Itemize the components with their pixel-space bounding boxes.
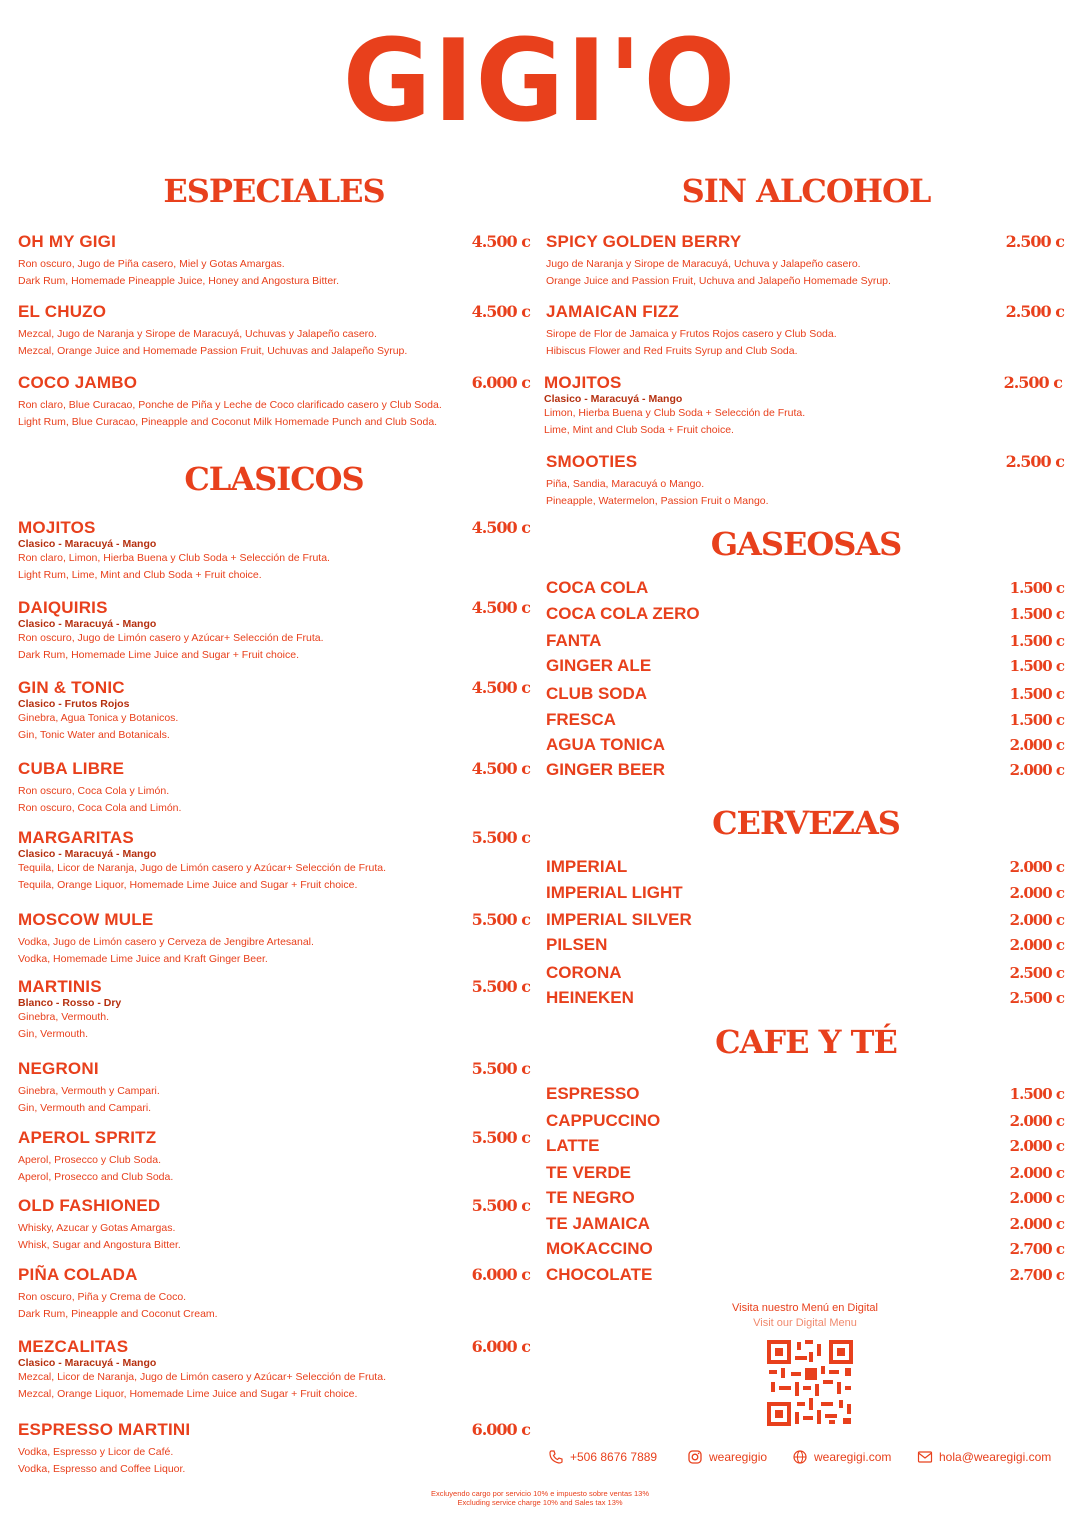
- item-price: 1.500 c: [1009, 685, 1064, 703]
- item-desc-es: Ginebra, Vermouth y Campari.: [18, 1085, 160, 1097]
- item-price: 2.000 c: [1009, 1189, 1064, 1207]
- item-price: 1.500 c: [1009, 711, 1064, 729]
- item-variant: Clasico - Maracuyá - Mango: [18, 538, 157, 550]
- menu-item: [544, 373, 1062, 439]
- menu-item: [546, 759, 1064, 781]
- item-name: HEINEKEN: [546, 988, 634, 1007]
- item-desc-en: Dark Rum, Homemade Pineapple Juice, Honey and Angostura Bitter.: [18, 275, 340, 287]
- item-variant: Clasico - Maracuyá - Mango: [18, 618, 157, 630]
- item-desc-es: Ron claro, Limon, Hierba Buena y Club Soda + Selección de Fruta.: [18, 552, 330, 564]
- item-price: 1.500 c: [1009, 605, 1064, 623]
- menu-item: [546, 302, 1064, 360]
- menu-item: [546, 577, 1064, 599]
- item-name: OH MY GIGI: [18, 232, 117, 251]
- contact-phone[interactable]: [548, 1448, 657, 1466]
- menu-item: [18, 759, 530, 817]
- menu-item: [546, 452, 1064, 510]
- item-name: CUBA LIBRE: [18, 759, 125, 778]
- item-price: 2.000 c: [1009, 1164, 1064, 1182]
- item-desc-en: Orange Juice and Passion Fruit, Uchuva and Jalapeño Homemade Syrup.: [546, 275, 891, 287]
- menu-item: [18, 910, 530, 968]
- item-desc-es: Ron oscuro, Coca Cola y Limón.: [18, 785, 170, 797]
- item-desc-es: Tequila, Licor de Naranja, Jugo de Limón casero y Azúcar+ Selección de Fruta.: [18, 862, 386, 874]
- item-name: IMPERIAL: [546, 857, 628, 876]
- item-price: 2.000 c: [1009, 884, 1064, 902]
- item-name: OLD FASHIONED: [18, 1196, 161, 1215]
- item-desc-en: Mezcal, Orange Juice and Homemade Passion Fruit, Uchuvas and Jalapeño Syrup.: [18, 345, 408, 357]
- menu-item: [546, 1187, 1064, 1209]
- item-name: PIÑA COLADA: [18, 1265, 138, 1284]
- menu-item: [18, 977, 530, 1043]
- instagram-icon: [687, 1449, 703, 1465]
- menu-item: [546, 655, 1064, 677]
- item-desc-en: Mezcal, Orange Liquor, Homemade Lime Juice and Sugar + Fruit choice.: [18, 1388, 358, 1400]
- item-variant: Blanco - Rosso - Dry: [18, 997, 122, 1009]
- contact-web[interactable]: [792, 1448, 891, 1466]
- menu-item: [18, 1265, 530, 1323]
- item-name: MOJITOS: [18, 518, 96, 537]
- item-desc-en: Ron oscuro, Coca Cola and Limón.: [18, 802, 182, 814]
- item-price: 4.500 c: [471, 302, 530, 321]
- item-name: JAMAICAN FIZZ: [546, 302, 679, 321]
- item-desc-en: Vodka, Espresso and Coffee Liquor.: [18, 1463, 186, 1475]
- item-desc-es: Ron oscuro, Jugo de Limón casero y Azúcar+ Selección de Fruta.: [18, 632, 324, 644]
- section-title-especiales: ESPECIALES: [163, 172, 385, 210]
- item-desc-en: Whisk, Sugar and Angostura Bitter.: [18, 1239, 181, 1251]
- item-desc-es: Mezcal, Jugo de Naranja y Sirope de Maracuyá, Uchuvas y Jalapeño casero.: [18, 328, 377, 340]
- menu-item: [18, 1059, 530, 1117]
- instagram-handle: wearegigio: [709, 1450, 768, 1464]
- item-price: 2.500 c: [1005, 302, 1064, 321]
- item-name: NEGRONI: [18, 1059, 99, 1078]
- item-name: FANTA: [546, 631, 602, 650]
- item-desc-en: Aperol, Prosecco and Club Soda.: [18, 1171, 174, 1183]
- item-name: SPICY GOLDEN BERRY: [546, 232, 742, 251]
- mail-icon: [917, 1449, 933, 1465]
- item-name: EL CHUZO: [18, 302, 107, 321]
- item-desc-es: Ginebra, Agua Tonica y Botanicos.: [18, 712, 179, 724]
- menu-item: [546, 630, 1064, 652]
- item-name: TE NEGRO: [546, 1188, 635, 1207]
- item-desc-es: Vodka, Jugo de Limón casero y Cerveza de Jengibre Artesanal.: [18, 936, 314, 948]
- menu-item: [546, 1213, 1064, 1235]
- website: wearegigi.com: [814, 1450, 892, 1464]
- item-variant: Clasico - Maracuyá - Mango: [18, 848, 157, 860]
- item-variant: Clasico - Frutos Rojos: [18, 698, 130, 710]
- item-desc-en: Gin, Tonic Water and Botanicals.: [18, 729, 170, 741]
- item-name: IMPERIAL LIGHT: [546, 883, 683, 902]
- item-price: 2.000 c: [1009, 1137, 1064, 1155]
- digital-menu-label-en: Visit our Digital Menu: [753, 1317, 857, 1329]
- section-title-gaseosas: GASEOSAS: [710, 525, 902, 563]
- item-desc-es: Limon, Hierba Buena y Club Soda + Selección de Fruta.: [544, 407, 806, 419]
- menu-item: [18, 1128, 530, 1186]
- menu-item: [18, 373, 530, 431]
- menu-item: [546, 1162, 1064, 1184]
- item-name: CAPPUCCINO: [546, 1111, 661, 1130]
- item-price: 4.500 c: [471, 598, 530, 617]
- item-desc-es: Ron oscuro, Jugo de Piña casero, Miel y Gotas Amargas.: [18, 258, 285, 270]
- item-desc-en: Gin, Vermouth.: [18, 1028, 89, 1040]
- item-price: 2.000 c: [1009, 1215, 1064, 1233]
- item-price: 2.500 c: [1003, 373, 1062, 392]
- item-name: GIN & TONIC: [18, 678, 125, 697]
- item-name: LATTE: [546, 1136, 600, 1155]
- menu-item: [546, 734, 1064, 756]
- item-price: 5.500 c: [471, 1059, 530, 1078]
- menu-item: [18, 302, 530, 360]
- item-desc-es: Jugo de Naranja y Sirope de Maracuyá, Uchuva y Jalapeño casero.: [546, 258, 861, 270]
- item-price: 1.500 c: [1009, 579, 1064, 597]
- item-price: 2.000 c: [1009, 761, 1064, 779]
- menu-item: [18, 598, 530, 664]
- item-name: FRESCA: [546, 710, 616, 729]
- item-desc-es: Piña, Sandia, Maracuyá o Mango.: [546, 478, 705, 490]
- item-price: 2.500 c: [1009, 964, 1064, 982]
- section-title-sin-alcohol: SIN ALCOHOL: [681, 172, 931, 210]
- menu-item: [18, 1196, 530, 1254]
- item-price: 1.500 c: [1009, 1085, 1064, 1103]
- item-desc-es: Mezcal, Licor de Naranja, Jugo de Limón casero y Azúcar+ Selección de Fruta.: [18, 1371, 386, 1383]
- item-price: 2.500 c: [1005, 232, 1064, 251]
- item-price: 2.000 c: [1009, 736, 1064, 754]
- footer-note-es: Excluyendo cargo por servicio 10% e impuesto sobre ventas 13%: [430, 1489, 650, 1498]
- item-desc-es: Whisky, Azucar y Gotas Amargas.: [18, 1222, 176, 1234]
- item-name: MOSCOW MULE: [18, 910, 154, 929]
- item-price: 4.500 c: [471, 232, 530, 251]
- item-price: 1.500 c: [1009, 632, 1064, 650]
- item-desc-en: Light Rum, Blue Curacao, Pineapple and Coconut Milk Homemade Punch and Club Soda.: [18, 416, 438, 428]
- item-name: MARGARITAS: [18, 828, 134, 847]
- item-variant: Clasico - Maracuyá - Mango: [18, 1357, 157, 1369]
- menu-item: [546, 1238, 1064, 1260]
- item-name: ESPRESSO: [546, 1084, 640, 1103]
- item-price: 2.500 c: [1009, 989, 1064, 1007]
- item-name: DAIQUIRIS: [18, 598, 108, 617]
- item-price: 6.000 c: [471, 1420, 530, 1439]
- item-name: MOJITOS: [544, 373, 622, 392]
- menu-item: [546, 987, 1064, 1009]
- item-price: 4.500 c: [471, 759, 530, 778]
- item-name: COCO JAMBO: [18, 373, 138, 392]
- item-desc-en: Lime, Mint and Club Soda + Fruit choice.: [544, 424, 734, 436]
- item-name: AGUA TONICA: [546, 735, 665, 754]
- menu-item: [18, 678, 530, 744]
- item-desc-es: Aperol, Prosecco y Club Soda.: [18, 1154, 161, 1166]
- item-name: PILSEN: [546, 935, 608, 954]
- menu-item: [18, 1337, 530, 1403]
- item-name: TE VERDE: [546, 1163, 632, 1182]
- item-price: 2.500 c: [1005, 452, 1064, 471]
- menu-item: [546, 856, 1064, 878]
- logo: GIGI'O: [342, 15, 738, 148]
- item-price: 6.000 c: [471, 373, 530, 392]
- section-title-clasicos: CLASICOS: [184, 460, 364, 498]
- menu-item: [546, 603, 1064, 625]
- item-price: 2.000 c: [1009, 936, 1064, 954]
- menu-item: [18, 232, 530, 290]
- item-name: IMPERIAL SILVER: [546, 910, 692, 929]
- item-price: 5.500 c: [471, 977, 530, 996]
- menu-item: [546, 882, 1064, 904]
- item-price: 2.000 c: [1009, 1112, 1064, 1130]
- item-price: 5.500 c: [471, 1196, 530, 1215]
- item-name: ESPRESSO MARTINI: [18, 1420, 191, 1439]
- item-desc-en: Pineapple, Watermelon, Passion Fruit o Mango.: [546, 495, 769, 507]
- phone-icon: [548, 1449, 564, 1465]
- qr-code[interactable]: [765, 1338, 855, 1428]
- footer-note-en: Excluding service charge 10% and Sales tax 13%: [457, 1498, 623, 1507]
- item-name: MEZCALITAS: [18, 1337, 129, 1356]
- item-desc-es: Ginebra, Vermouth.: [18, 1011, 110, 1023]
- email-address: hola@wearegigi.com: [939, 1450, 1052, 1464]
- item-desc-es: Vodka, Espresso y Licor de Café.: [18, 1446, 174, 1458]
- item-price: 2.000 c: [1009, 911, 1064, 929]
- menu-item: [546, 683, 1064, 705]
- menu-item: [546, 934, 1064, 956]
- item-variant: Clasico - Maracuyá - Mango: [544, 393, 683, 405]
- item-name: APEROL SPRITZ: [18, 1128, 157, 1147]
- menu-item: [546, 1110, 1064, 1132]
- item-desc-en: Tequila, Orange Liquor, Homemade Lime Juice and Sugar + Fruit choice.: [18, 879, 358, 891]
- item-name: COCA COLA: [546, 578, 649, 597]
- item-desc-en: Hibiscus Flower and Red Fruits Syrup and Club Soda.: [546, 345, 798, 357]
- item-name: MOKACCINO: [546, 1239, 653, 1258]
- item-name: TE JAMAICA: [546, 1214, 650, 1233]
- item-desc-en: Dark Rum, Pineapple and Coconut Cream.: [18, 1308, 218, 1320]
- menu-item: [546, 1083, 1064, 1105]
- item-name: MARTINIS: [18, 977, 102, 996]
- item-name: COCA COLA ZERO: [546, 604, 700, 623]
- item-price: 4.500 c: [471, 678, 530, 697]
- menu-item: [18, 518, 530, 584]
- menu-item: [18, 828, 530, 894]
- item-name: SMOOTIES: [546, 452, 638, 471]
- item-price: 2.700 c: [1009, 1266, 1064, 1284]
- menu-item: [546, 1264, 1064, 1286]
- item-price: 6.000 c: [471, 1265, 530, 1284]
- item-price: 5.500 c: [471, 910, 530, 929]
- menu-item: [546, 1135, 1064, 1157]
- item-desc-es: Ron oscuro, Piña y Crema de Coco.: [18, 1291, 187, 1303]
- section-title-cafe: CAFE Y TÉ: [715, 1023, 897, 1061]
- item-desc-en: Vodka, Homemade Lime Juice and Kraft Ginger Beer.: [18, 953, 268, 965]
- item-desc-en: Gin, Vermouth and Campari.: [18, 1102, 152, 1114]
- menu-item: [546, 909, 1064, 931]
- item-desc-en: Dark Rum, Homemade Lime Juice and Sugar + Fruit choice.: [18, 649, 299, 661]
- section-title-cervezas: CERVEZAS: [712, 804, 900, 842]
- item-price: 1.500 c: [1009, 657, 1064, 675]
- item-desc-es: Ron claro, Blue Curacao, Ponche de Piña y Leche de Coco clarificado casero y Club Soda.: [18, 399, 442, 411]
- globe-icon: [792, 1449, 808, 1465]
- item-price: 2.700 c: [1009, 1240, 1064, 1258]
- contact-email[interactable]: [917, 1448, 1051, 1466]
- item-price: 5.500 c: [471, 828, 530, 847]
- item-name: CLUB SODA: [546, 684, 648, 703]
- item-name: CORONA: [546, 963, 622, 982]
- contact-instagram[interactable]: [687, 1448, 767, 1466]
- phone-number: +506 8676 7889: [570, 1450, 658, 1464]
- menu-item: [546, 709, 1064, 731]
- menu-item: [18, 1420, 530, 1478]
- item-price: 6.000 c: [471, 1337, 530, 1356]
- item-desc-es: Sirope de Flor de Jamaica y Frutos Rojos casero y Club Soda.: [546, 328, 837, 340]
- item-name: GINGER BEER: [546, 760, 666, 779]
- item-name: CHOCOLATE: [546, 1265, 653, 1284]
- item-name: GINGER ALE: [546, 656, 652, 675]
- menu-item: [546, 232, 1064, 290]
- menu-item: [546, 962, 1064, 984]
- digital-menu-label-es: Visita nuestro Menú en Digital: [732, 1302, 878, 1314]
- item-price: 2.000 c: [1009, 858, 1064, 876]
- item-price: 5.500 c: [471, 1128, 530, 1147]
- item-desc-en: Light Rum, Lime, Mint and Club Soda + Fruit choice.: [18, 569, 262, 581]
- item-price: 4.500 c: [471, 518, 530, 537]
